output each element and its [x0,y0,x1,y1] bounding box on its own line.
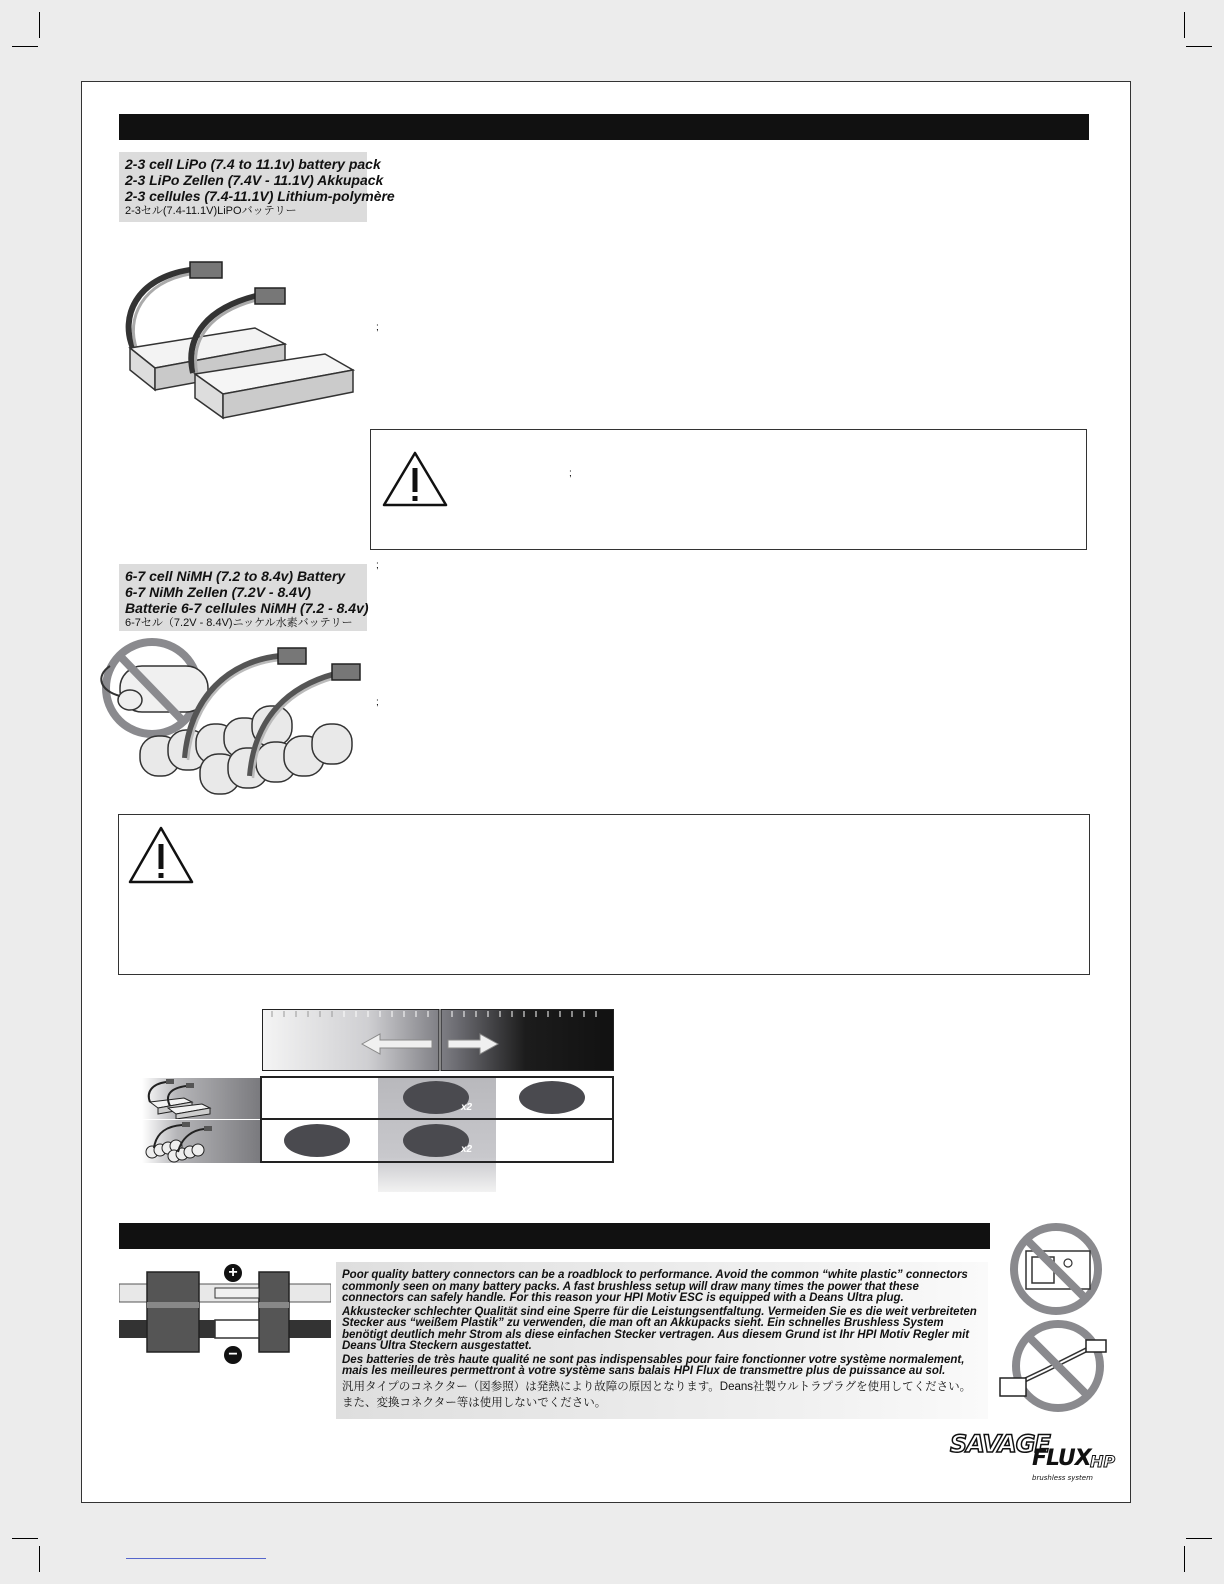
lipo-label-ja: 2-3セル(7.4-11.1V)LiPOバッテリー [125,205,297,217]
lipo-label-box [119,152,395,222]
nimh-label-de: 6-7 NiMh Zellen (7.2V - 8.4V) [125,584,311,600]
crop-mark [1186,46,1212,47]
connector-text-ja-2: また、変換コネクター等は使用しないでください。 [342,1396,607,1409]
nimh-pack-icon [142,1120,232,1163]
minus-icon: − [224,1346,242,1364]
lipo-warning-box [370,429,1087,550]
prohibited-white-connector-icon [1008,1223,1104,1315]
logo-word-hp: HP [1090,1452,1116,1471]
connector-text-de: Akkustecker schlechter Qualität sind eine Sperre für die Leistungsentfaltung. Vermeiden Sie es die weit verbreiteten Stecker aus “weißem Plastik” zu verwenden, die man oft an Akkupacks sieht. Ein schnelles Brushless System benötigt deutlich mehr Strom als diese einfachen Stecker vertragen. Aus diesem Grund ist Ihr HPI Motiv Regler mit Deans Ultra Steckern ausgestattet. [342,1305,977,1352]
logo-tagline: brushless system [1032,1474,1093,1482]
lipo-label-de: 2-3 LiPo Zellen (7.4V - 11.1V) Akkupack [125,172,384,188]
crop-mark [39,1546,40,1572]
grid-row-divider [260,1118,614,1120]
warning-icon [381,450,449,508]
connector-text-panel [336,1262,988,1419]
compat-oval [284,1124,350,1157]
logo-word-savage: SAVAGE [950,1430,1050,1458]
crop-mark [1186,1538,1212,1539]
plus-icon: + [224,1264,242,1282]
lipo-row-header [142,1078,260,1119]
connector-section-bar [119,1223,990,1249]
nimh-battery-illustration [90,636,370,806]
nimh-label-ja: 6-7セル（7.2V - 8.4V)ニッケル水素バッテリー [125,617,353,629]
compat-oval [403,1124,469,1157]
bottom-link-line[interactable] [126,1558,266,1559]
crop-mark [1184,12,1185,38]
x2-badge: x2 [461,1102,473,1113]
crop-mark [12,1538,38,1539]
section-header-bar [119,114,1089,140]
power-scale-ticks [262,1009,614,1071]
semicolon-mark: ; [376,560,379,571]
nimh-label-fr: Batterie 6-7 cellules NiMH (7.2 - 8.4v) [125,600,369,616]
logo-word-flux: FLUX [1032,1446,1091,1471]
crop-mark [1184,1546,1185,1572]
connector-text-en: Poor quality battery connectors can be a roadblock to performance. Avoid the common “white plastic” connectors commonly seen on many battery packs. A fast brushless setup will draw many times the power that these connectors can safely handle. For this reason your HPI Motiv ESC is equipped with a Deans Ultra plug. [342,1269,968,1304]
crop-mark [39,12,40,38]
compat-oval [519,1081,585,1114]
savage-flux-hp-logo [950,1430,1126,1490]
lipo-battery-illustration [115,258,365,428]
general-warning-box [118,814,1090,975]
compat-oval [403,1081,469,1114]
connector-text-fr: Des batteries de très haute qualité ne sont pas indispensables pour faire fonctionner votre système normalement, mais les meilleures permettront à votre système sans balais HPI Flux de transmettre plus de puissance au sol. [342,1353,965,1377]
semicolon-mark: ; [376,697,379,708]
nimh-row-header [142,1120,260,1163]
semicolon-mark: ; [569,468,572,479]
lipo-pack-icon [142,1078,222,1119]
semicolon-mark: ; [376,322,379,333]
nimh-label-en: 6-7 cell NiMH (7.2 to 8.4v) Battery [125,568,346,584]
lipo-label-fr: 2-3 cellules (7.4-11.1V) Lithium-polymère [125,188,395,204]
prohibited-adapter-connector-icon [998,1318,1112,1414]
warning-icon [127,825,195,885]
nimh-label-box [119,564,367,631]
connector-text-ja-1: 汎用タイプのコネクター（図参照）は発熱により故障の原因となります。Deans社製ウルトラプラグを使用してください。 [342,1380,972,1393]
crop-mark [12,46,38,47]
x2-badge: x2 [461,1144,473,1155]
lipo-label-en: 2-3 cell LiPo (7.4 to 11.1v) battery pack [125,156,381,172]
